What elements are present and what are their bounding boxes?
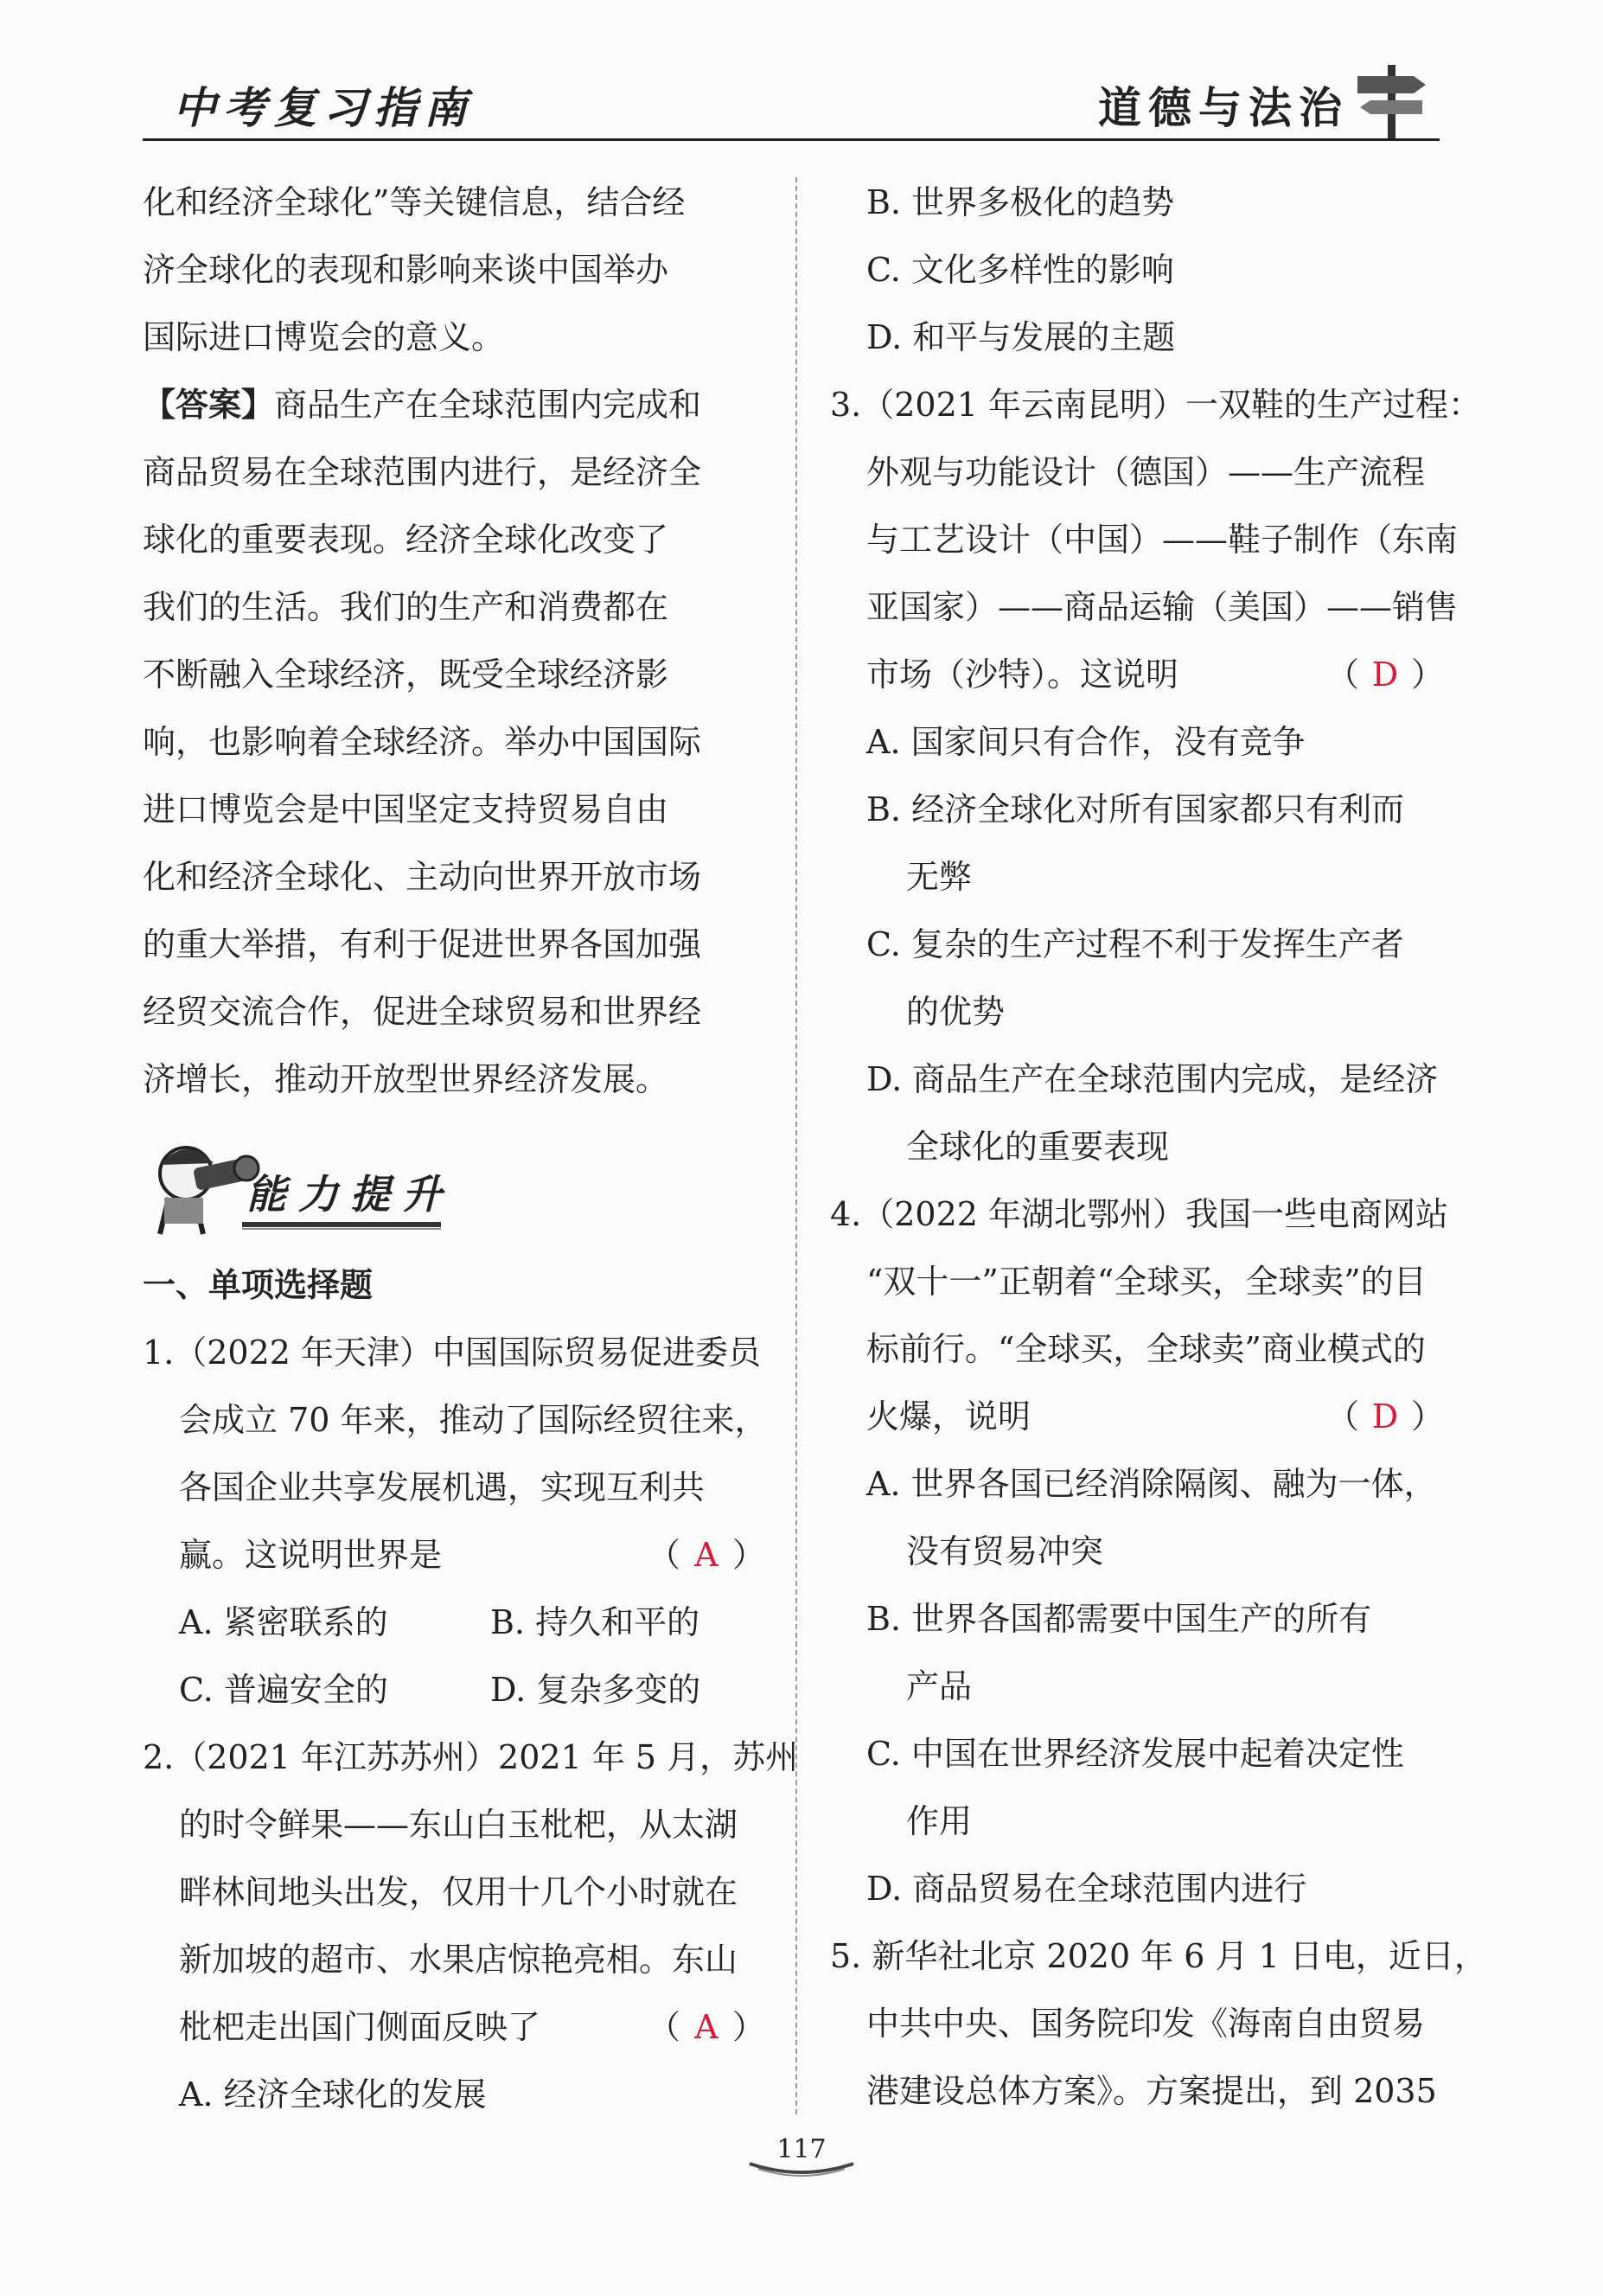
option-continuation: 产品 (906, 1667, 973, 1705)
option: A. 国家间只有合作，没有竞争 (866, 723, 1306, 761)
page-header (143, 61, 1440, 143)
question-line: 的时令鲜果——东山白玉枇杷，从太湖 (179, 1806, 738, 1844)
answer-line: 进口博览会是中国坚定支持贸易自由 (143, 790, 669, 828)
option-continuation: 作用 (906, 1802, 973, 1840)
answer-bracket: （ A ） (648, 1521, 765, 1589)
answer-line: 我们的生活。我们的生产和消费都在 (143, 588, 669, 626)
option-continuation: 全球化的重要表现 (906, 1128, 1170, 1166)
answer-line: 响，也影响着全球经济。举办中国国际 (143, 723, 702, 761)
option-continuation: 没有贸易冲突 (906, 1532, 1104, 1570)
question-4 (830, 1180, 1449, 1922)
question-line: 与工艺设计（中国）——鞋子制作（东南 (866, 521, 1459, 559)
question-line: 枇杷走出国门侧面反映了 （ A ） (143, 1993, 765, 2061)
option-row (143, 1589, 765, 1656)
option: D. 和平与发展的主题 (866, 318, 1176, 356)
option: A. 经济全球化的发展 (179, 2075, 487, 2114)
option: D. 复杂多变的 (490, 1671, 701, 1709)
question-line: 新加坡的超市、水果店惊艳亮相。东山 (179, 1941, 738, 1979)
banner-underline (242, 1218, 441, 1231)
option: C. 复杂的生产过程不利于发挥生产者 (866, 925, 1404, 963)
question-line: 会成立 70 年来，推动了国际经贸往来， (179, 1401, 768, 1439)
option: C. 文化多样性的影响 (866, 251, 1174, 289)
question-line: 标前行。“全球买，全球卖”商业模式的 (866, 1330, 1426, 1368)
answer-bracket: （ D ） (1326, 641, 1444, 708)
right-column (830, 169, 1487, 2125)
option: B. 世界各国都需要中国生产的所有 (866, 1600, 1372, 1638)
answer-line: 化和经济全球化、主动向世界开放市场 (143, 858, 702, 896)
section-title: 一、单项选择题 (143, 1265, 374, 1304)
option: B. 经济全球化对所有国家都只有利而 (866, 790, 1405, 828)
answer-mark: D (1371, 1397, 1399, 1436)
question-5 (830, 1922, 1487, 2125)
signpost-icon (1353, 61, 1431, 143)
answer-line: 球化的重要表现。经济全球化改变了 (143, 521, 669, 559)
intro-line: 国际进口博览会的意义。 (143, 318, 505, 356)
answer-mark: A (694, 1536, 718, 1574)
question-line: 畔林间地头出发，仅用十几个小时就在 (179, 1873, 738, 1911)
question-line: “双十一”正朝着“全球买，全球卖”的目 (866, 1263, 1427, 1301)
question-2 (143, 1724, 799, 2128)
question-line: 2.（2021 年江苏苏州）2021 年 5 月，苏州 (143, 1738, 799, 1776)
banner-title: 能力提升 (246, 1171, 454, 1218)
question-line: 各国企业共享发展机遇，实现互利共 (179, 1468, 706, 1506)
option-continuation: 无弊 (906, 858, 973, 896)
answer-line: 济增长，推动开放型世界经济发展。 (143, 1060, 669, 1098)
question-line: 中共中央、国务院印发《海南自由贸易 (866, 2005, 1426, 2043)
question-line: 1.（2022 年天津）中国国际贸易促进委员 (143, 1333, 762, 1372)
option: C. 中国在世界经济发展中起着决定性 (866, 1735, 1404, 1773)
answer-line: 经贸交流合作，促进全球贸易和世界经 (143, 993, 702, 1031)
question-line: 5. 新华社北京 2020 年 6 月 1 日电，近日， (830, 1937, 1487, 1975)
question-line: 亚国家）——商品运输（美国）——销售 (866, 588, 1459, 626)
answer-mark: D (1371, 656, 1399, 694)
book-title: 中考复习指南 (173, 82, 474, 133)
option-row (143, 1656, 765, 1724)
question-line: 火爆，说明 （ D ） (830, 1383, 1444, 1450)
answer-bracket: （ A ） (648, 1993, 765, 2061)
question-1 (143, 1319, 768, 1724)
question-line: 3.（2021 年云南昆明）一双鞋的生产过程： (830, 386, 1482, 424)
question-line: 市场（沙特）。这说明 （ D ） (830, 641, 1444, 708)
ability-banner (143, 1122, 765, 1251)
column-divider (795, 177, 797, 2114)
answer-line: 不断融入全球经济，既受全球经济影 (143, 656, 669, 694)
intro-line: 化和经济全球化”等关键信息，结合经 (143, 183, 686, 221)
subject-title: 道德与法治 (1098, 82, 1349, 133)
option: C. 普遍安全的 (179, 1671, 388, 1709)
question-3 (830, 371, 1482, 1180)
question-line: 外观与功能设计（德国）——生产流程 (866, 453, 1426, 491)
option: A. 紧密联系的 (179, 1603, 388, 1641)
option: D. 商品生产在全球范围内完成，是经济 (866, 1060, 1439, 1098)
option: B. 持久和平的 (490, 1603, 700, 1641)
answer-line: 的重大举措，有利于促进世界各国加强 (143, 925, 702, 963)
option: A. 世界各国已经消除隔阂、融为一体， (866, 1465, 1437, 1503)
page-number-text: 117 (776, 2134, 827, 2165)
answer-mark: A (694, 2008, 718, 2046)
answer-line: 【答案】商品生产在全球范围内完成和 (143, 385, 702, 424)
left-column (143, 169, 799, 2128)
question-line: 4.（2022 年湖北鄂州）我国一些电商网站 (830, 1195, 1449, 1233)
question-line: 港建设总体方案》。方案提出，到 2035 (866, 2072, 1437, 2110)
header-rule (143, 138, 1440, 141)
answer-label: 【答案】 (143, 385, 275, 424)
option-continuation: 的优势 (906, 993, 1006, 1031)
question-line: 赢。这说明世界是 （ A ） (143, 1521, 765, 1589)
intro-line: 济全球化的表现和影响来谈中国举办 (143, 251, 669, 289)
option: D. 商品贸易在全球范围内进行 (866, 1870, 1307, 1908)
answer-line: 商品贸易在全球范围内进行，是经济全 (143, 453, 702, 491)
answer-bracket: （ D ） (1326, 1383, 1444, 1450)
option: B. 世界多极化的趋势 (866, 183, 1175, 221)
page-number (745, 2127, 858, 2179)
